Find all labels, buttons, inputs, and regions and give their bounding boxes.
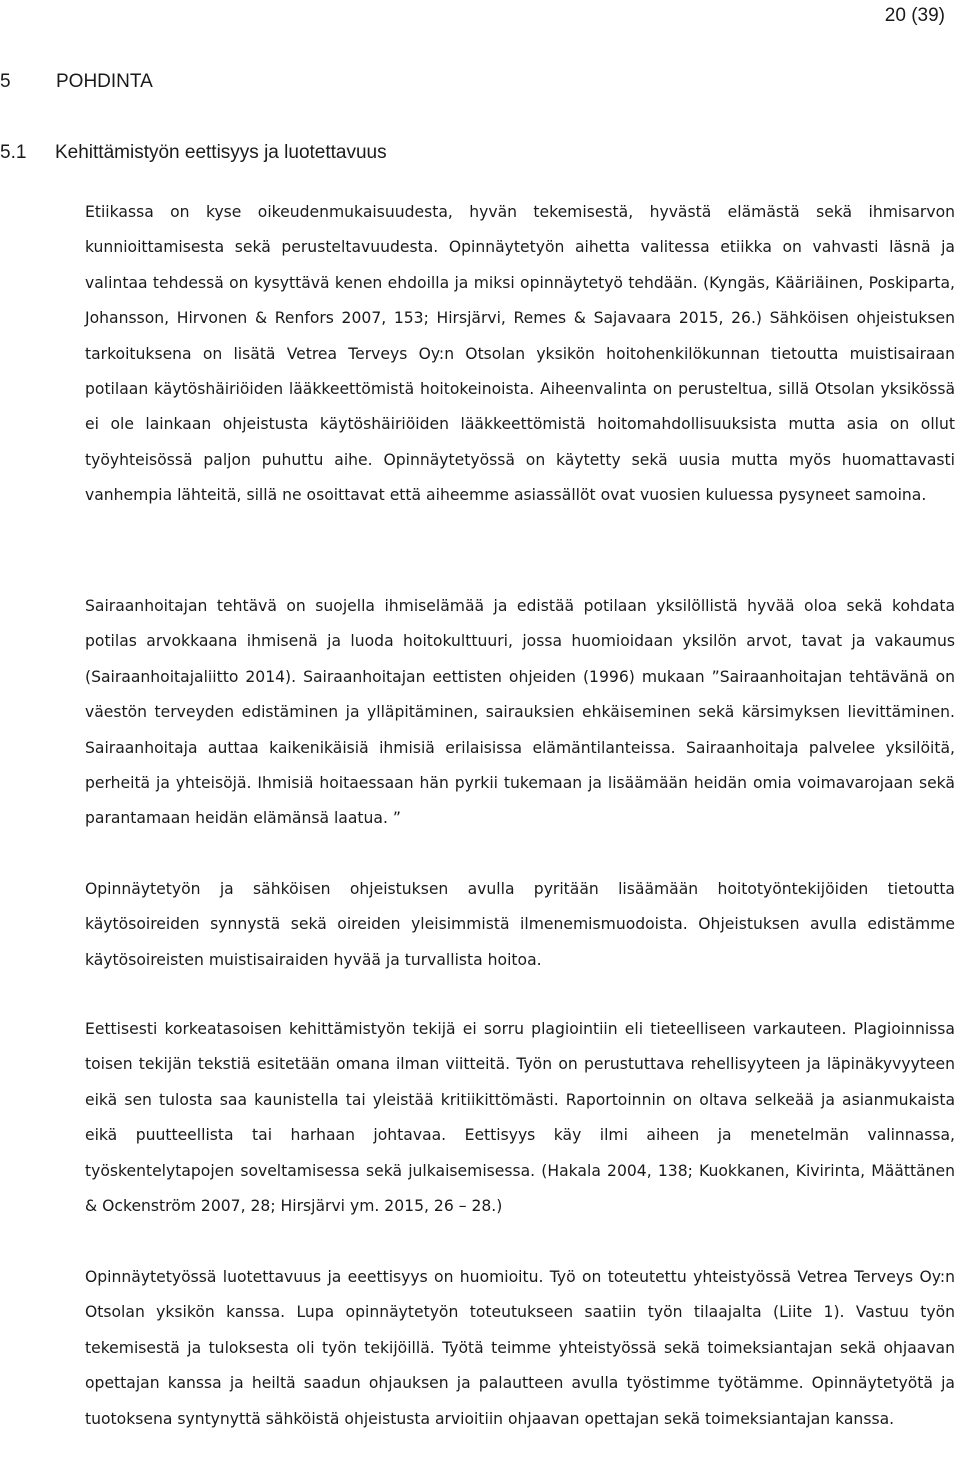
paragraph-plagiarism (85, 1012, 955, 1224)
section-title: POHDINTA (56, 71, 153, 92)
paragraph-text: Eettisesti korkeatasoisen kehittämistyön tekijä ei sorru plagiointiin eli tieteelliseen varkauteen. Plagioinnissa toisen tekijän tekstiä esitetään omana ilman viitteitä. Työn on perustuttava rehellisyyteen ja läpinäkyvyyteen eikä sen tulosta saa kaunistella tai yleistää kritiikittömästi. Raportoinnin on oltava selkeää ja asianmukaista eikä puutteellista tai harhaan johtavaa. Eettisyys käy ilmi aiheen ja menetelmän valinnassa, työskentelytapojen soveltamisessa sekä julkaisemisessa. (Hakala 2004, 138; Kuokkanen, Kivirinta, Määttänen & Ockenström 2007, 28; Hirsjärvi ym. 2015, 26 – 28.) (85, 1020, 955, 1216)
paragraph-text: Opinnäytetyön ja sähköisen ohjeistuksen avulla pyritään lisäämään hoitotyöntekijöiden tietoutta käytösoireiden synnystä sekä oireiden yleisimmistä ilmenemismuodoista. Ohjeistuksen avulla edistämme käytösoireisten muistisairaiden hyvää ja turvallista hoitoa. (85, 880, 955, 969)
page-number: 20 (39) (884, 5, 945, 26)
subsection-heading (0, 139, 387, 167)
paragraph-text: Sairaanhoitajan tehtävä on suojella ihmiselämää ja edistää potilaan yksilöllistä hyvää oloa sekä kohdata potilas arvokkaana ihmisenä ja luoda hoitokulttuuri, jossa huomioidaan yksilön arvot, tavat ja vakaumus (Sairaanhoitajaliitto 2014). Sairaanhoitajan eettisten ohjeiden (1996) mukaan ”Sairaanhoitajan tehtävänä on väestön terveyden edistäminen ja ylläpitäminen, sairauksien ehkäiseminen sekä kärsimyksen lievittäminen. Sairaanhoitaja auttaa kaikenikäisiä ihmisiä erilaisissa elämäntilanteissa. Sairaanhoitaja palvelee yksilöitä, perheitä ja yhteisöjä. Ihmisiä hoitaessaan hän pyrkii tukemaan ja lisäämään heidän omia voimavarojaan sekä parantamaan heidän elämänsä laatua. ” (85, 597, 955, 828)
paragraph-text: Etiikassa on kyse oikeudenmukaisuudesta, hyvän tekemisestä, hyvästä elämästä sekä ihmisarvon kunnioittamisesta sekä perusteltavuudesta. Opinnäytetyön aihetta valitessa etiikka on vahvasti läsnä ja valintaa tehdessä on kysyttävä kenen ehdoilla ja miksi opinnäytetyö tehdään. (Kyngäs, Kääriäinen, Poskiparta, Johansson, Hirvonen & Renfors 2007, 153; Hirsjärvi, Remes & Sajavaara 2015, 26.) Sähköisen ohjeistuksen tarkoituksena on lisätä Vetrea Terveys Oy:n Otsolan yksikön hoitohenkilökunnan tietoutta muistisairaan potilaan käytöshäiriöiden lääkkeettömistä hoitokeinoista. Aiheenvalinta on perusteltua, sillä Otsolan yksikössä ei ole lainkaan ohjeistusta käytöshäiriöiden lääkkeettömistä hoitomahdollisuuksista mutta asia on ollut työyhteisössä paljon puhuttu aihe. Opinnäytetyössä on käytetty sekä uusia mutta myös huomattavasti vanhempia lähteitä, sillä ne osoittavat että aiheemme asiassällöt ovat vuosien kuluessa pysyneet samoina. (85, 203, 955, 505)
section-heading (0, 68, 153, 96)
section-number: 5 (0, 71, 11, 92)
paragraph-ethics (85, 195, 955, 514)
paragraph-reliability (85, 1260, 955, 1437)
subsection-number: 5.1 (0, 142, 27, 163)
paragraph-text: Opinnäytetyössä luotettavuus ja eeettisyys on huomioitu. Työ on toteutettu yhteistyössä Vetrea Terveys Oy:n Otsolan yksikön kanssa. Lupa opinnäytetyön toteutukseen saatiin työn tilaajalta (Liite 1). Vastuu työn tekemisestä ja tuloksesta oli työn tekijöillä. Työtä teimme yhteistyössä sekä toimeksiantajan sekä ohjaavan opettajan kanssa ja heiltä saadun ohjauksen ja palautteen avulla työstimme työtämme. Opinnäytetyötä ja tuotoksena syntynyttä sähköistä ohjeistusta arvioitiin ohjaavan opettajan sekä toimeksiantajan kanssa. (85, 1268, 955, 1428)
subsection-title: Kehittämistyön eettisyys ja luotettavuus (55, 142, 387, 163)
paragraph-nurse-duty (85, 589, 955, 837)
paragraph-aim (85, 872, 955, 978)
